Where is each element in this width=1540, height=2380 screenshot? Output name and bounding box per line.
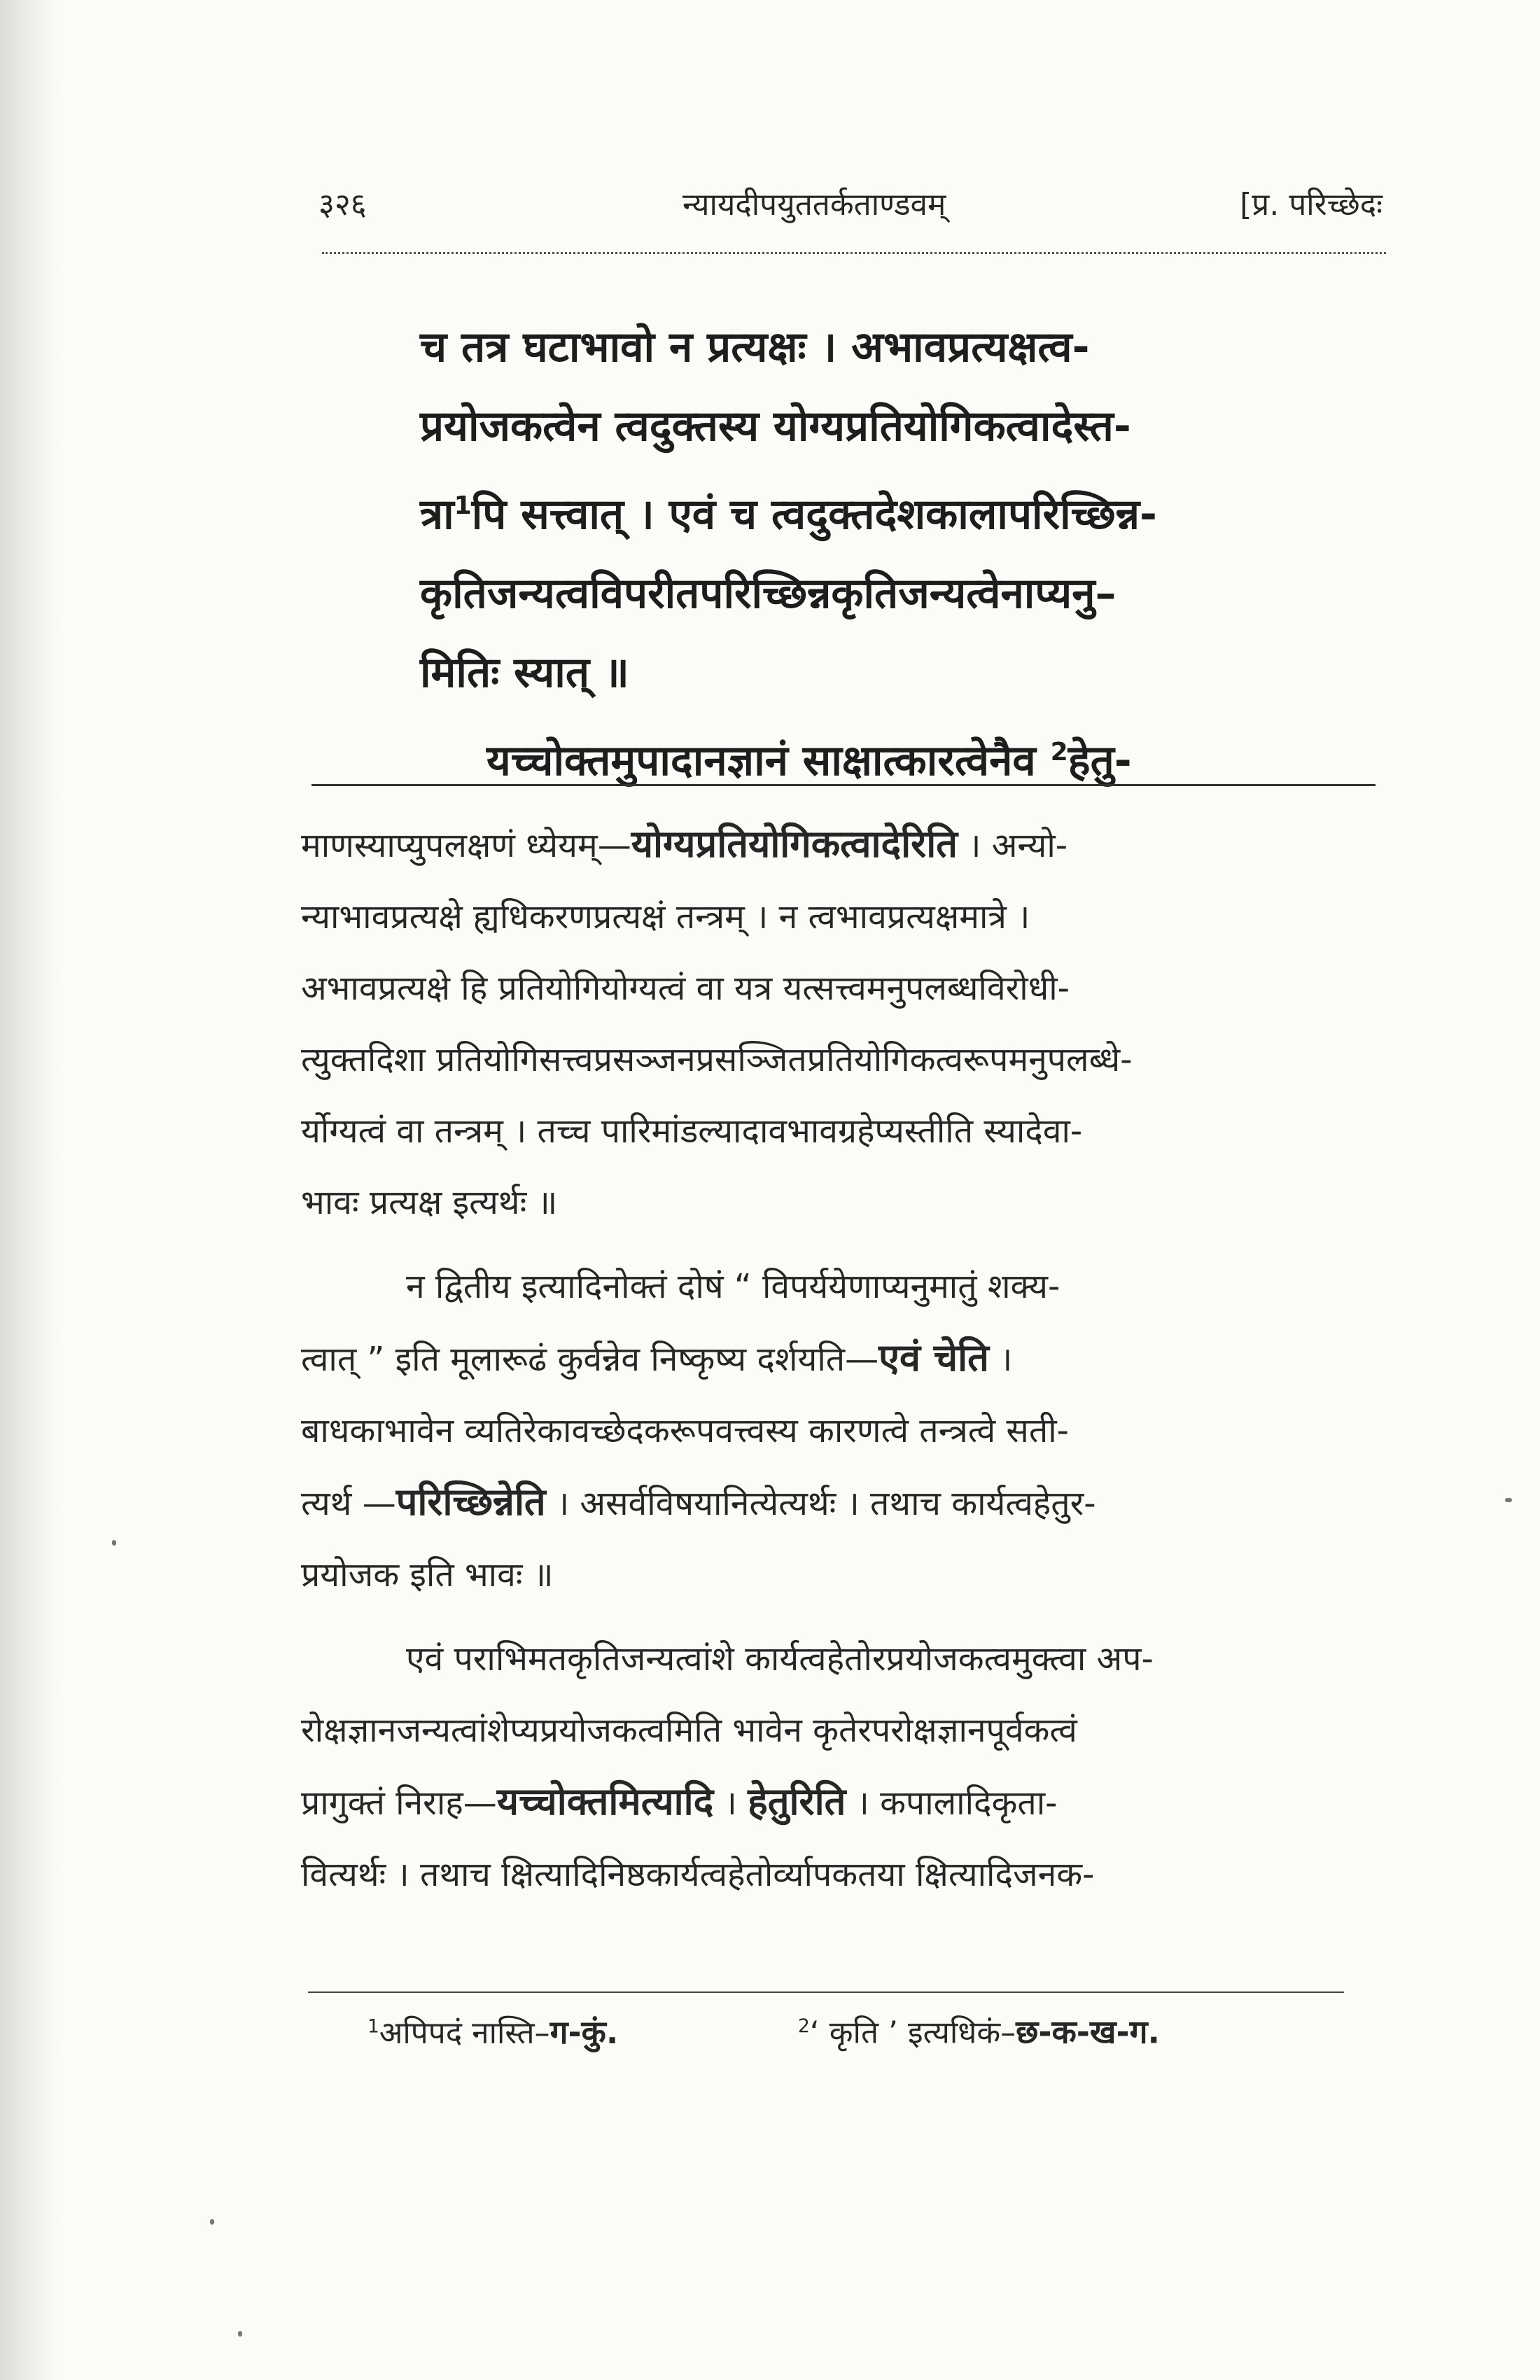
page-number: ३२६ bbox=[318, 187, 367, 223]
commentary-line: वित्यर्थः । तथाच क्षित्यादिनिष्ठकार्यत्वहेतोर्व्यापकतया क्षित्यादिजनक- bbox=[301, 1855, 1095, 1894]
commentary-line: त्यर्थ —परिच्छिन्नेति । असर्वविषयानित्येत्यर्थः । तथाच कार्यत्वहेतुर- bbox=[301, 1480, 1096, 1524]
footnote-marker: 2 bbox=[1050, 738, 1068, 766]
commentary-line: प्रागुक्तं निराह—यच्चोक्तमित्यादि । हेतुरिति । कपालादिकृता- bbox=[301, 1779, 1058, 1823]
mula-line: यच्चोक्तमुपादानज्ञानं साक्षात्कारत्वेनैव $^2$हेतु- bbox=[486, 736, 1132, 785]
section-label: [प्र. परिच्छेदः bbox=[1240, 187, 1382, 223]
commentary-line: न्याभावप्रत्यक्षे ह्यधिकरणप्रत्यक्षं तन्त्रम् । न त्वभावप्रत्यक्षमात्रे । bbox=[301, 897, 1030, 937]
footnote-marker: 1 bbox=[454, 491, 472, 520]
footnotes bbox=[368, 2002, 1348, 2058]
mula-line: त्रा$^1$पि सत्त्वात् । एवं च त्वदुक्तदेशकालापरिच्छिन्न- bbox=[420, 490, 1157, 539]
commentary-text bbox=[301, 808, 1382, 1910]
mula-line: च तत्र घटाभावो न प्रत्यक्षः । अभावप्रत्यक्षत्व- bbox=[420, 323, 1090, 372]
mula-line: मितिः स्यात् ॥ bbox=[420, 648, 629, 697]
commentary-line: भावः प्रत्यक्ष इत्यर्थः ॥ bbox=[301, 1183, 558, 1222]
commentary-line: त्युक्तदिशा प्रतियोगिसत्त्वप्रसञ्जनप्रसञ्जितप्रतियोगिकत्वरूपमनुपलब्धे- bbox=[301, 1040, 1133, 1079]
footnote-divider bbox=[308, 1991, 1344, 1993]
scan-speck bbox=[112, 1540, 116, 1546]
commentary-line: न द्वितीय इत्यादिनोक्तं दोषं “ विपर्ययेणाप्यनुमातुं शक्य- bbox=[406, 1267, 1060, 1306]
scan-speck bbox=[210, 2219, 214, 2225]
commentary-line: एवं पराभिमतकृतिजन्यत्वांशे कार्यत्वहेतोरप्रयोजकत्वमुक्त्वा अप- bbox=[406, 1639, 1154, 1679]
scan-speck bbox=[238, 2331, 242, 2337]
book-title: न्यायदीपयुततर्कताण्डवम् bbox=[682, 187, 946, 223]
commentary-line: त्वात् ” इति मूलारूढं कुर्वन्नेव निष्कृष्य दर्शयति—एवं चेति । bbox=[301, 1336, 1013, 1380]
footnote-2: $^2$‘ कृति ’ इत्यधिकं–छ-क-ख-ग. bbox=[798, 2012, 1160, 2051]
page-edge-shadow bbox=[0, 0, 63, 2380]
running-header bbox=[318, 175, 1382, 238]
commentary-line: प्रयोजक इति भावः ॥ bbox=[301, 1555, 554, 1595]
mula-line: प्रयोजकत्वेन त्वदुक्तस्य योग्यप्रतियोगिकत्वादेस्त- bbox=[420, 402, 1131, 451]
commentary-line: रोक्षज्ञानजन्यत्वांशेप्यप्रयोजकत्वमिति भावेन कृतेरपरोक्षज्ञानपूर्वकत्वं bbox=[301, 1711, 1077, 1750]
mula-text bbox=[420, 308, 1295, 801]
commentary-line: अभावप्रत्यक्षे हि प्रतियोगियोग्यत्वं वा यत्र यत्सत्त्वमनुपलब्धविरोधी- bbox=[301, 969, 1070, 1008]
commentary-line: बाधकाभावेन व्यतिरेकावच्छेदकरूपवत्त्वस्य कारणत्वे तन्त्रत्वे सती- bbox=[301, 1411, 1069, 1450]
mula-line: कृतिजन्यत्वविपरीतपरिच्छिन्नकृतिजन्यत्वेनाप्यनु– bbox=[420, 569, 1116, 618]
footnote-1: $^1$अपिपदं नास्ति–ग-कुं. bbox=[368, 2012, 619, 2051]
text-divider bbox=[312, 784, 1376, 786]
commentary-line: माणस्याप्युपलक्षणं ध्येयम्—योग्यप्रतियोगिकत्वादेरिति । अन्यो- bbox=[301, 822, 1068, 866]
commentary-line: र्योग्यत्वं वा तन्त्रम् । तच्च पारिमांडल्यादावभावग्रहेप्यस्तीति स्यादेवा- bbox=[301, 1112, 1083, 1151]
scan-speck bbox=[1505, 1498, 1512, 1502]
header-rule bbox=[322, 245, 1386, 254]
